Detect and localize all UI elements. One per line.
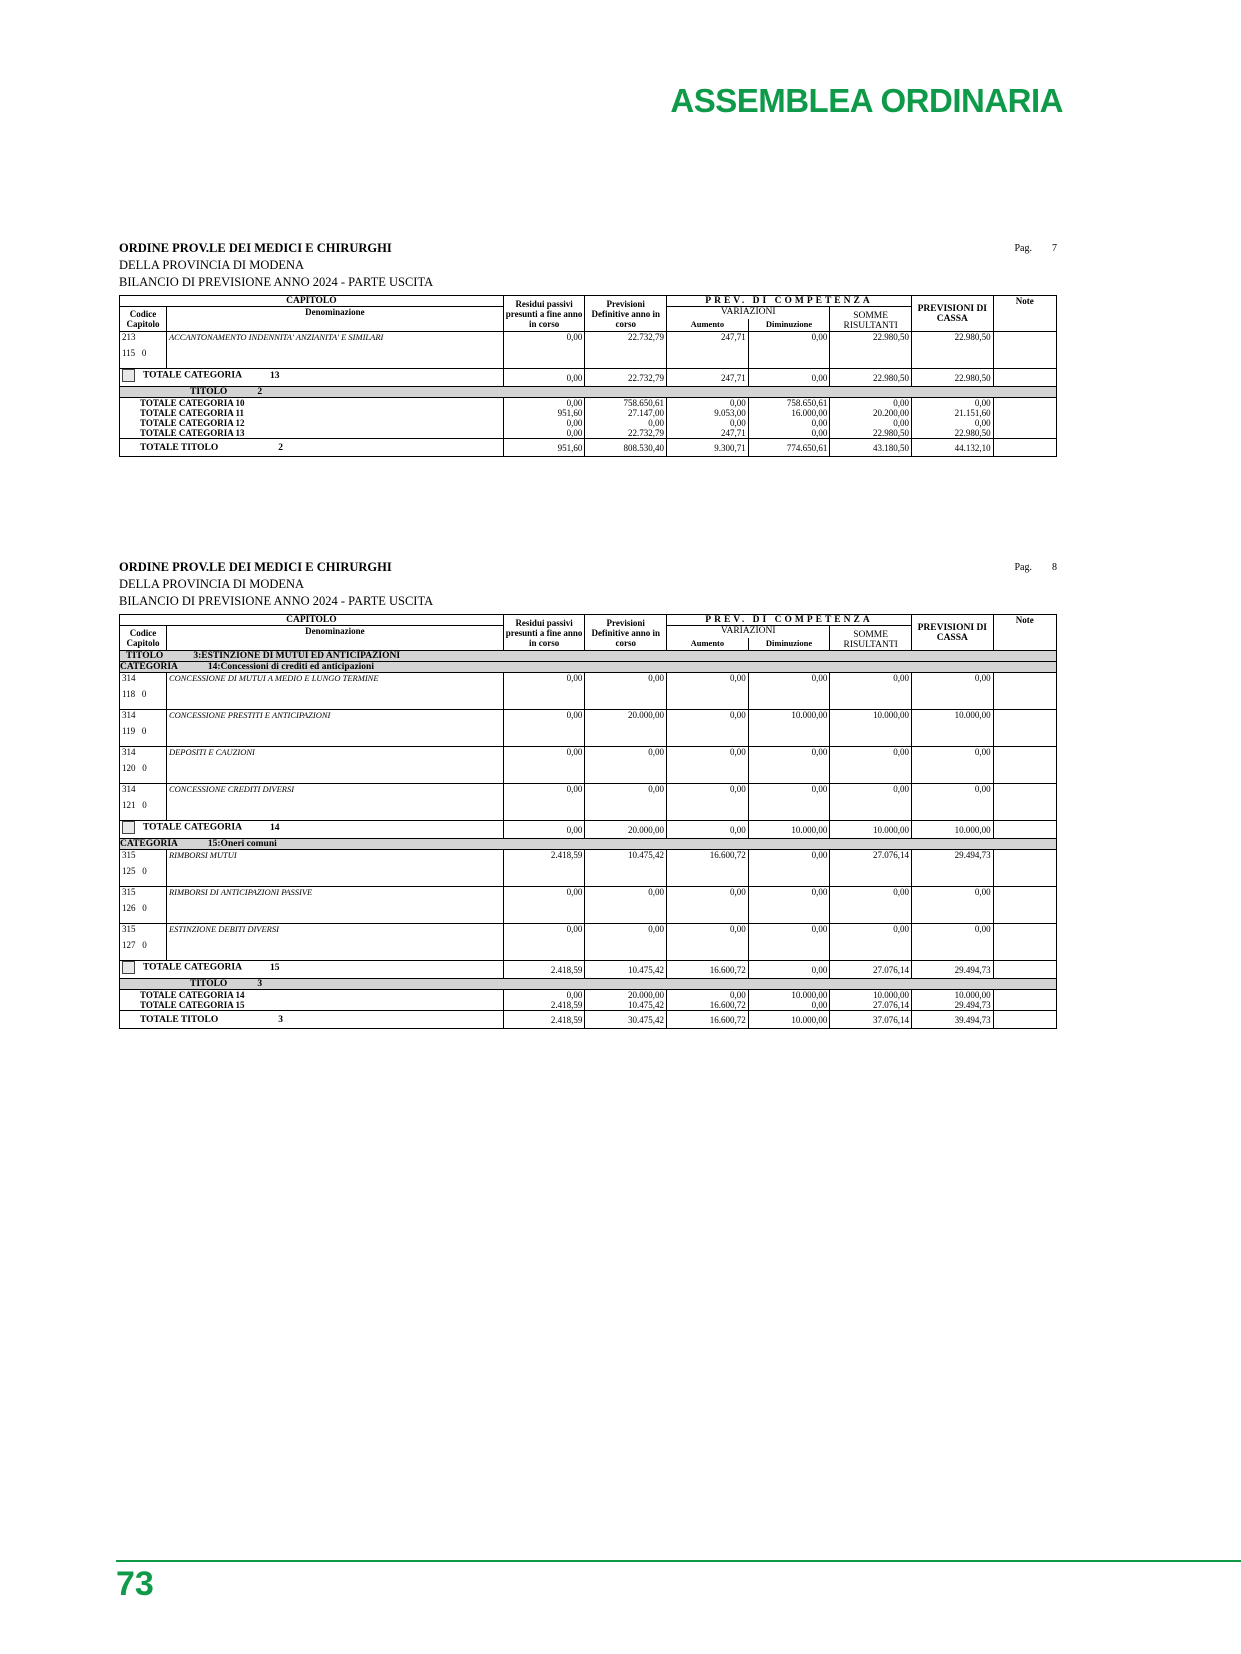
col-header-previsioni-definitive: Previsioni Definitive anno in corso [585, 615, 667, 651]
value-cell: 774.650,61 [748, 439, 830, 457]
col-header-previsioni-cassa: PREVISIONI DI CASSA [911, 615, 993, 651]
note-cell [993, 1000, 1056, 1011]
risultanti-label: RISULTANTI [843, 321, 898, 331]
total-category-num: 15 [269, 962, 280, 973]
value-cell: 0,00 [830, 784, 912, 821]
col-header-somme [830, 626, 912, 651]
value-cell: 27.076,14 [830, 850, 912, 887]
sub-codice-value: 121 0 [122, 800, 147, 810]
table-row [120, 747, 1057, 784]
value-cell: 0,00 [748, 418, 830, 428]
total-category-row [120, 961, 1057, 979]
value-cell: 43.180,50 [830, 439, 912, 457]
section-header-1 [119, 240, 1057, 291]
col-header-diminuzione: Diminuzione [748, 319, 830, 332]
codice-value: 213 [122, 332, 136, 342]
note-cell [993, 784, 1056, 821]
value-cell: 0,00 [585, 924, 667, 961]
value-cell: 758.650,61 [748, 398, 830, 409]
value-cell: 29.494,73 [911, 1000, 993, 1011]
codice-cell [120, 887, 167, 924]
value-cell: 0,00 [585, 673, 667, 710]
note-cell [993, 710, 1056, 747]
value-cell: 10.000,00 [748, 990, 830, 1001]
note-cell [993, 1011, 1056, 1029]
total-category-row [120, 821, 1057, 839]
note-cell [993, 850, 1056, 887]
budget-table-2 [119, 614, 1057, 1029]
summary-label: TOTALE CATEGORIA 12 [120, 418, 504, 428]
value-cell: 10.000,00 [830, 821, 912, 839]
value-cell: 0,00 [503, 332, 585, 369]
sub-codice-value: 126 0 [122, 903, 147, 913]
summary-row [120, 1000, 1057, 1011]
somme-label: SOMME [853, 311, 889, 321]
table-row [120, 850, 1057, 887]
col-header-denominazione: Denominazione [166, 307, 503, 332]
value-cell: 27.147,00 [585, 408, 667, 418]
note-cell [993, 408, 1056, 418]
value-cell: 247,71 [667, 428, 749, 439]
titolo-row-label: TITOLO [190, 979, 228, 989]
value-cell: 20.200,00 [830, 408, 912, 418]
denominazione-cell: ESTINZIONE DEBITI DIVERSI [166, 924, 503, 961]
col-header-aumento: Aumento [667, 638, 749, 651]
note-cell [993, 821, 1056, 839]
value-cell: 0,00 [911, 924, 993, 961]
value-cell: 16.600,72 [667, 961, 749, 979]
value-cell: 22.980,50 [830, 332, 912, 369]
value-cell: 0,00 [667, 673, 749, 710]
value-cell: 0,00 [503, 418, 585, 428]
value-cell: 10.000,00 [830, 990, 912, 1001]
value-cell: 2.418,59 [503, 850, 585, 887]
value-cell: 0,00 [667, 710, 749, 747]
value-cell: 808.530,40 [585, 439, 667, 457]
codice-cell [120, 747, 167, 784]
value-cell: 2.418,59 [503, 1000, 585, 1011]
value-cell: 0,00 [911, 673, 993, 710]
total-category-label [120, 821, 504, 839]
value-cell: 16.600,72 [667, 850, 749, 887]
value-cell: 0,00 [748, 747, 830, 784]
col-header-codice [120, 307, 167, 332]
value-cell: 29.494,73 [911, 850, 993, 887]
col-header-residui: Residui passivi presunti a fine anno in corso [503, 296, 585, 332]
note-cell [993, 369, 1056, 387]
denominazione-cell: CONCESSIONE PRESTITI E ANTICIPAZIONI [166, 710, 503, 747]
col-header-variazioni: VARIAZIONI [667, 307, 830, 320]
value-cell: 22.980,50 [830, 369, 912, 387]
value-cell: 9.053,00 [667, 408, 749, 418]
risultanti-label: RISULTANTI [843, 640, 898, 650]
total-titolo-text: TOTALE TITOLO [140, 1014, 219, 1025]
capitolo-label: Capitolo [126, 319, 160, 329]
sub-codice-value: 118 0 [122, 689, 147, 699]
value-cell: 0,00 [830, 747, 912, 784]
codice-cell [120, 332, 167, 369]
total-titolo-num: 3 [278, 1014, 283, 1025]
value-cell: 27.076,14 [830, 961, 912, 979]
note-cell [993, 924, 1056, 961]
value-cell: 0,00 [585, 887, 667, 924]
categoria-header-row-text: 14:Concessioni di crediti ed anticipazioni [207, 662, 374, 672]
budget-title: BILANCIO DI PREVISIONE ANNO 2024 - PARTE USCITA [119, 594, 434, 608]
total-titolo-label [120, 439, 504, 457]
value-cell: 0,00 [503, 990, 585, 1001]
value-cell: 0,00 [667, 747, 749, 784]
table-row [120, 784, 1057, 821]
org-province: DELLA PROVINCIA DI MODENA [119, 258, 305, 272]
value-cell: 0,00 [830, 924, 912, 961]
value-cell: 0,00 [585, 747, 667, 784]
col-header-somme [830, 307, 912, 332]
value-cell: 22.732,79 [585, 332, 667, 369]
value-cell: 247,71 [667, 332, 749, 369]
somme-label: SOMME [853, 630, 889, 640]
titolo-header-row [120, 651, 1057, 662]
value-cell: 0,00 [748, 784, 830, 821]
budget-table-1 [119, 295, 1057, 457]
note-cell [993, 332, 1056, 369]
value-cell: 0,00 [585, 784, 667, 821]
value-cell: 0,00 [748, 673, 830, 710]
total-category-label [120, 961, 504, 979]
value-cell: 16.600,72 [667, 1000, 749, 1011]
value-cell: 0,00 [748, 428, 830, 439]
value-cell: 951,60 [503, 439, 585, 457]
value-cell: 0,00 [748, 887, 830, 924]
budget-title: BILANCIO DI PREVISIONE ANNO 2024 - PARTE USCITA [119, 275, 434, 289]
categoria-header-row [120, 839, 1057, 850]
col-header-prev-competenza: PREV. DI COMPETENZA [667, 615, 912, 626]
codice-cell [120, 673, 167, 710]
total-category-num: 14 [269, 822, 280, 833]
value-cell: 0,00 [667, 821, 749, 839]
note-cell [993, 673, 1056, 710]
value-cell: 0,00 [503, 710, 585, 747]
codice-value: 315 [122, 924, 136, 934]
value-cell: 10.000,00 [748, 710, 830, 747]
note-cell [993, 398, 1056, 409]
total-titolo-label [120, 1011, 504, 1029]
sub-codice-value: 125 0 [122, 866, 147, 876]
codice-cell [120, 850, 167, 887]
value-cell: 21.151,60 [911, 408, 993, 418]
note-cell [993, 961, 1056, 979]
value-cell: 44.132,10 [911, 439, 993, 457]
denominazione-cell: ACCANTONAMENTO INDENNITA' ANZIANITA' E SIMILARI [166, 332, 503, 369]
value-cell: 29.494,73 [911, 961, 993, 979]
summary-row [120, 428, 1057, 439]
value-cell: 22.980,50 [911, 428, 993, 439]
checkbox-icon [122, 961, 135, 974]
value-cell: 22.980,50 [911, 369, 993, 387]
value-cell: 0,00 [585, 418, 667, 428]
checkbox-icon [122, 821, 135, 834]
value-cell: 10.000,00 [911, 710, 993, 747]
value-cell: 10.000,00 [911, 990, 993, 1001]
categoria-header-row-label: CATEGORIA [120, 662, 178, 672]
table-row [120, 332, 1057, 369]
total-category-text: TOTALE CATEGORIA [143, 962, 242, 973]
value-cell: 0,00 [503, 398, 585, 409]
value-cell: 0,00 [748, 850, 830, 887]
titolo-row [120, 387, 1057, 398]
total-category-num: 13 [269, 370, 280, 381]
summary-row [120, 990, 1057, 1001]
value-cell: 0,00 [667, 784, 749, 821]
titolo-row-text: 2 [257, 387, 263, 397]
value-cell: 10.475,42 [585, 1000, 667, 1011]
value-cell: 39.494,73 [911, 1011, 993, 1029]
summary-label: TOTALE CATEGORIA 10 [120, 398, 504, 409]
value-cell: 0,00 [503, 673, 585, 710]
titolo-row-text: 3 [257, 979, 263, 989]
value-cell: 20.000,00 [585, 710, 667, 747]
value-cell: 0,00 [503, 369, 585, 387]
value-cell: 27.076,14 [830, 1000, 912, 1011]
col-header-denominazione: Denominazione [166, 626, 503, 651]
denominazione-cell: RIMBORSI MUTUI [166, 850, 503, 887]
sub-codice-value: 115 0 [122, 348, 147, 358]
codice-value: 315 [122, 887, 136, 897]
value-cell: 0,00 [830, 418, 912, 428]
codice-value: 315 [122, 850, 136, 860]
value-cell: 16.000,00 [748, 408, 830, 418]
value-cell: 0,00 [830, 887, 912, 924]
table-row [120, 710, 1057, 747]
value-cell: 0,00 [667, 398, 749, 409]
col-header-prev-competenza: PREV. DI COMPETENZA [667, 296, 912, 307]
sub-codice-value: 119 0 [122, 726, 147, 736]
col-header-note: Note [993, 296, 1056, 332]
value-cell: 10.475,42 [585, 961, 667, 979]
value-cell: 0,00 [503, 428, 585, 439]
value-cell: 10.000,00 [748, 1011, 830, 1029]
summary-label: TOTALE CATEGORIA 13 [120, 428, 504, 439]
value-cell: 0,00 [503, 887, 585, 924]
table-row [120, 673, 1057, 710]
value-cell: 22.980,50 [830, 428, 912, 439]
value-cell: 0,00 [748, 332, 830, 369]
titolo-header-row-text: 3:ESTINZIONE DI MUTUI ED ANTICIPAZIONI [193, 651, 401, 661]
summary-row [120, 398, 1057, 409]
page-title: ASSEMBLEA ORDINARIA [670, 82, 1063, 119]
codice-label: Codice [129, 309, 157, 319]
total-category-text: TOTALE CATEGORIA [143, 822, 242, 833]
value-cell: 0,00 [830, 398, 912, 409]
sub-codice-value: 127 0 [122, 940, 147, 950]
value-cell: 9.300,71 [667, 439, 749, 457]
value-cell: 2.418,59 [503, 961, 585, 979]
summary-label: TOTALE CATEGORIA 14 [120, 990, 504, 1001]
codice-value: 314 [122, 673, 136, 683]
header-row [120, 296, 1057, 307]
sub-codice-value: 120 0 [122, 763, 147, 773]
value-cell: 0,00 [911, 418, 993, 428]
org-province: DELLA PROVINCIA DI MODENA [119, 577, 305, 591]
codice-cell [120, 924, 167, 961]
value-cell: 37.076,14 [830, 1011, 912, 1029]
total-titolo-row [120, 1011, 1057, 1029]
summary-label: TOTALE CATEGORIA 15 [120, 1000, 504, 1011]
summary-row [120, 418, 1057, 428]
value-cell: 0,00 [748, 961, 830, 979]
categoria-header-row-label: CATEGORIA [120, 839, 178, 849]
codice-value: 314 [122, 710, 136, 720]
categoria-header-row-text: 15:Oneri comuni [207, 839, 277, 849]
codice-label: Codice [129, 628, 157, 638]
value-cell: 0,00 [911, 784, 993, 821]
codice-cell [120, 710, 167, 747]
total-titolo-row [120, 439, 1057, 457]
section-header-2 [119, 559, 1057, 610]
codice-cell [120, 784, 167, 821]
value-cell: 0,00 [503, 747, 585, 784]
value-cell: 951,60 [503, 408, 585, 418]
header-row [120, 615, 1057, 626]
value-cell: 0,00 [503, 924, 585, 961]
value-cell: 0,00 [748, 369, 830, 387]
note-cell [993, 418, 1056, 428]
value-cell: 0,00 [667, 887, 749, 924]
value-cell: 0,00 [748, 924, 830, 961]
col-header-variazioni: VARIAZIONI [667, 626, 830, 639]
note-cell [993, 439, 1056, 457]
codice-value: 314 [122, 747, 136, 757]
value-cell: 0,00 [911, 747, 993, 784]
value-cell: 0,00 [667, 418, 749, 428]
footer-rule [116, 1560, 1241, 1562]
value-cell: 0,00 [830, 673, 912, 710]
col-header-previsioni-definitive: Previsioni Definitive anno in corso [585, 296, 667, 332]
value-cell: 0,00 [667, 990, 749, 1001]
col-header-capitolo: CAPITOLO [120, 615, 504, 626]
titolo-row [120, 979, 1057, 990]
total-titolo-num: 2 [278, 442, 283, 453]
table-row [120, 924, 1057, 961]
denominazione-cell: CONCESSIONE DI MUTUI A MEDIO E LUNGO TERMINE [166, 673, 503, 710]
summary-label: TOTALE CATEGORIA 11 [120, 408, 504, 418]
titolo-row-label: TITOLO [190, 387, 228, 397]
value-cell: 10.000,00 [911, 821, 993, 839]
col-header-codice [120, 626, 167, 651]
value-cell: 247,71 [667, 369, 749, 387]
col-header-diminuzione: Diminuzione [748, 638, 830, 651]
col-header-capitolo: CAPITOLO [120, 296, 504, 307]
denominazione-cell: DEPOSITI E CAUZIONI [166, 747, 503, 784]
value-cell: 16.600,72 [667, 1011, 749, 1029]
value-cell: 22.732,79 [585, 369, 667, 387]
value-cell: 2.418,59 [503, 1011, 585, 1029]
value-cell: 20.000,00 [585, 990, 667, 1001]
titolo-header-row-label: TITOLO [126, 651, 164, 661]
codice-value: 314 [122, 784, 136, 794]
total-category-text: TOTALE CATEGORIA [143, 370, 242, 381]
col-header-aumento: Aumento [667, 319, 749, 332]
page-number: 73 [116, 1565, 154, 1603]
note-cell [993, 428, 1056, 439]
note-cell [993, 887, 1056, 924]
value-cell: 0,00 [911, 398, 993, 409]
value-cell: 30.475,42 [585, 1011, 667, 1029]
value-cell: 0,00 [911, 887, 993, 924]
value-cell: 0,00 [748, 1000, 830, 1011]
total-titolo-text: TOTALE TITOLO [140, 442, 219, 453]
col-header-residui: Residui passivi presunti a fine anno in corso [503, 615, 585, 651]
value-cell: 10.000,00 [830, 710, 912, 747]
note-cell [993, 747, 1056, 784]
org-name: ORDINE PROV.LE DEI MEDICI E CHIRURGHI [119, 560, 392, 574]
capitolo-label: Capitolo [126, 638, 160, 648]
denominazione-cell: RIMBORSI DI ANTICIPAZIONI PASSIVE [166, 887, 503, 924]
note-cell [993, 990, 1056, 1001]
checkbox-icon [122, 369, 135, 382]
value-cell: 10.000,00 [748, 821, 830, 839]
value-cell: 758.650,61 [585, 398, 667, 409]
value-cell: 10.475,42 [585, 850, 667, 887]
value-cell: 22.980,50 [911, 332, 993, 369]
org-name: ORDINE PROV.LE DEI MEDICI E CHIRURGHI [119, 241, 392, 255]
value-cell: 20.000,00 [585, 821, 667, 839]
table-row [120, 887, 1057, 924]
denominazione-cell: CONCESSIONE CREDITI DIVERSI [166, 784, 503, 821]
col-header-previsioni-cassa: PREVISIONI DI CASSA [911, 296, 993, 332]
page-ref: Pag. 7 [1014, 243, 1057, 254]
categoria-header-row [120, 662, 1057, 673]
value-cell: 0,00 [503, 821, 585, 839]
col-header-note: Note [993, 615, 1056, 651]
page-ref: Pag. 8 [1014, 562, 1057, 573]
value-cell: 0,00 [667, 924, 749, 961]
summary-row [120, 408, 1057, 418]
total-category-row [120, 369, 1057, 387]
value-cell: 22.732,79 [585, 428, 667, 439]
value-cell: 0,00 [503, 784, 585, 821]
total-category-label [120, 369, 504, 387]
